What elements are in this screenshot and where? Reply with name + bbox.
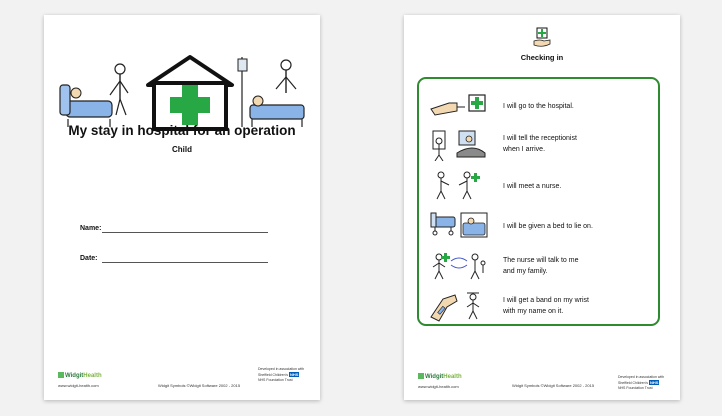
widgit-logo-icon — [58, 372, 64, 378]
hand-hospital-icon — [532, 27, 552, 49]
list-item: I will get a band on my wrist with my name on it. — [419, 287, 662, 327]
cover-page — [44, 15, 320, 400]
cover-title: My stay in hospital for an operation — [68, 123, 296, 138]
hospital-bed-icon — [429, 209, 489, 243]
patient-bed-visitor-icon — [60, 64, 128, 127]
steps-panel — [417, 77, 660, 326]
name-label: Name: — [80, 225, 102, 232]
cover-symbols — [56, 49, 308, 133]
widgit-health-logo: WidgitHealth — [58, 372, 102, 379]
checking-in-page — [404, 15, 680, 400]
list-item: The nurse will talk to me and my family. — [419, 247, 662, 287]
nurse-talk-icon — [429, 249, 489, 283]
page-title: Checking in — [520, 53, 564, 62]
date-label: Date: — [80, 255, 98, 262]
hospital-building-icon — [148, 57, 232, 129]
receptionist-desk-icon — [429, 127, 489, 161]
meet-nurse-icon — [429, 169, 489, 203]
footer-copyright: Widgit Symbols ©Widgit Software 2002 - 2015 — [157, 383, 241, 388]
footer-url: www.widgit-health.com — [418, 384, 459, 389]
go-to-hospital-icon — [429, 89, 489, 123]
list-item: I will tell the receptionist when I arrive. — [419, 125, 662, 165]
footer-association: Developed in association with Sheffield Children's NHS NHS Foundation Trust — [618, 375, 665, 390]
footer-association: Developed in association with Sheffield Children's NHS NHS Foundation Trust — [258, 367, 305, 382]
date-field[interactable] — [102, 262, 268, 263]
footer-url: www.widgit-health.com — [58, 383, 99, 388]
name-field-row — [80, 225, 101, 232]
footer-copyright: Widgit Symbols ©Widgit Software 2002 - 2015 — [511, 383, 595, 388]
list-item: I will be given a bed to lie on. — [419, 207, 662, 247]
nhs-logo-icon: NHS — [289, 372, 299, 377]
cover-subtitle: Child — [172, 145, 192, 154]
list-item: I will meet a nurse. — [419, 167, 662, 207]
patient-drip-nurse-icon — [238, 57, 304, 127]
widgit-logo-icon — [418, 373, 424, 379]
name-field[interactable] — [102, 232, 268, 233]
date-field-row — [80, 255, 98, 262]
widgit-health-logo: WidgitHealth — [418, 373, 462, 380]
nhs-logo-icon: NHS — [649, 380, 659, 385]
wrist-band-icon — [429, 289, 489, 323]
list-item: I will go to the hospital. — [419, 87, 662, 127]
